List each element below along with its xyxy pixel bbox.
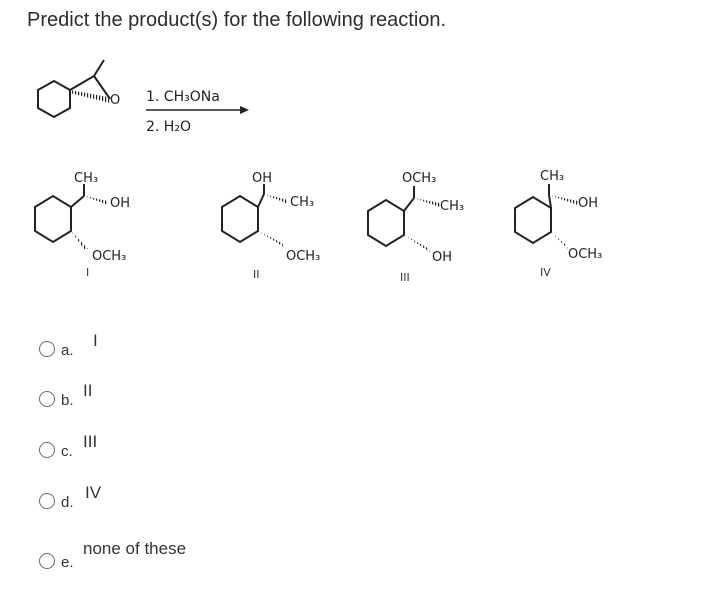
option-c[interactable] [39, 434, 239, 464]
reactant-oxygen: O [110, 93, 121, 108]
option-c-label: III [83, 432, 98, 451]
option-d[interactable] [39, 485, 239, 515]
svg-text:OH: OH [432, 250, 453, 265]
svg-text:OH: OH [252, 171, 273, 186]
svg-text:OH: OH [578, 196, 599, 211]
svg-text:IV: IV [540, 266, 551, 279]
radio-b[interactable] [39, 391, 55, 407]
option-a-letter: a. [61, 342, 74, 359]
reagent-step2: 2. H₂O [146, 119, 191, 135]
arrow-head [240, 106, 249, 114]
option-b[interactable] [39, 383, 239, 413]
question-text: Predict the product(s) for the following reaction. [27, 9, 447, 31]
svg-text:III: III [400, 271, 410, 284]
structure-I [35, 171, 130, 279]
option-a-label: I [93, 331, 98, 350]
option-d-letter: d. [61, 494, 74, 511]
svg-text:CH₃: CH₃ [290, 195, 315, 210]
svg-text:II: II [253, 268, 260, 281]
svg-text:I: I [86, 266, 90, 279]
svg-text:OCH₃: OCH₃ [402, 171, 437, 186]
structure-IV [515, 169, 602, 279]
option-b-label: II [83, 381, 93, 400]
reactant-structure [38, 60, 104, 117]
radio-e[interactable] [39, 553, 55, 569]
svg-text:OH: OH [110, 196, 131, 211]
structure-III [368, 171, 464, 284]
structure-II [222, 171, 320, 281]
radio-d[interactable] [39, 493, 55, 509]
reagent-step1: 1. CH₃ONa [146, 89, 220, 105]
option-d-label: IV [85, 483, 102, 502]
svg-text:OCH₃: OCH₃ [92, 249, 127, 264]
option-e-label: none of these [83, 539, 187, 558]
radio-c[interactable] [39, 442, 55, 458]
svg-text:OCH₃: OCH₃ [286, 249, 321, 264]
svg-text:OCH₃: OCH₃ [568, 247, 603, 262]
option-e[interactable] [39, 539, 239, 575]
option-c-letter: c. [61, 443, 73, 460]
svg-text:CH₃: CH₃ [440, 199, 465, 214]
option-b-letter: b. [61, 392, 74, 409]
radio-a[interactable] [39, 341, 55, 357]
option-a[interactable] [39, 333, 239, 363]
svg-text:CH₃: CH₃ [74, 171, 99, 186]
svg-text:CH₃: CH₃ [540, 169, 565, 184]
option-e-letter: e. [61, 554, 74, 571]
